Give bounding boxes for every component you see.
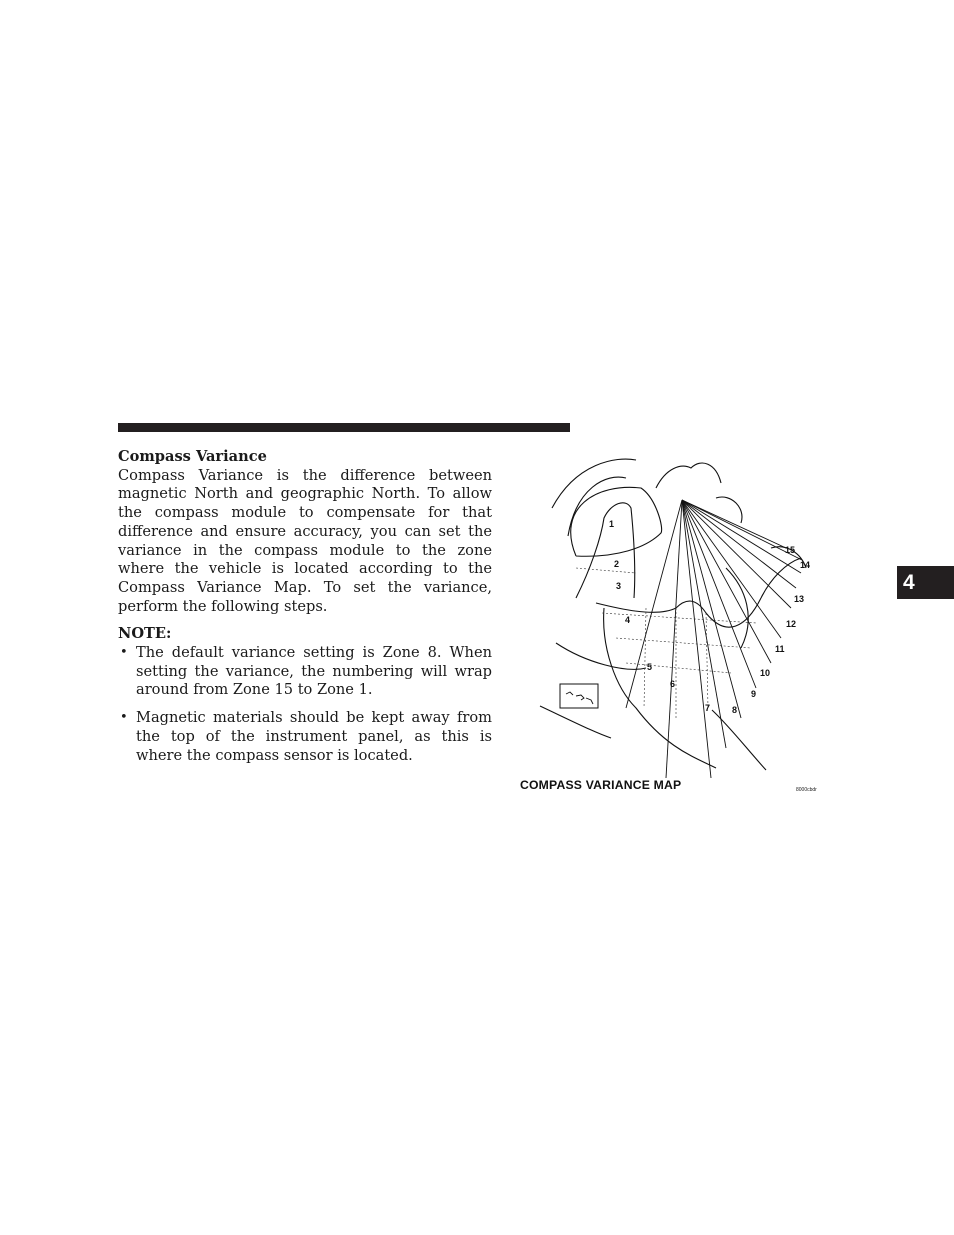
note-bullet-item [118,709,492,765]
section-heading: Compass Variance [118,448,267,465]
zone-label: 5 [647,662,653,672]
zone-label: 14 [800,560,811,570]
zone-label: 9 [751,689,757,699]
note-bullets [118,644,492,765]
note-label: NOTE: [118,625,172,643]
hawaii-inset [560,684,598,708]
figure-code: 8000cbdr [796,787,817,793]
zone-label: 13 [794,594,805,604]
text-column [118,448,492,774]
zone-label: 10 [760,668,771,678]
bullet-dot-icon: • [120,645,128,661]
zone-label: 11 [775,644,785,654]
bullet-dot-icon: • [120,710,128,726]
variance-lines [626,500,805,778]
note-bullet-text: The default variance setting is Zone 8. When setting the variance, the numbering will wrap around from Zone 15 to Zone 1. [136,644,492,699]
note-bullet-text: Magnetic materials should be kept away from the top of the instrument panel, as this is where the compass sensor is located. [136,709,492,764]
zone-label: 8 [732,705,738,715]
zone-label: 2 [614,559,620,569]
compass-variance-map-drawing [516,448,828,778]
zone-label: 4 [625,615,631,625]
body-paragraph: Compass Variance is the difference between magnetic North and geographic North. To allow the compass module to compensate for that difference and ensure accuracy, you can set the variance in the compass module to the zone where the vehicle is located according to the Compass Variance Map. To set the variance, perform the following steps. [118,466,492,615]
figure-caption: COMPASS VARIANCE MAP [520,778,682,792]
section-rule [118,423,570,432]
zone-label: 7 [705,703,711,713]
note-bullet-item [118,644,492,700]
zone-label: 12 [786,619,797,629]
zone-label: 3 [616,581,622,591]
zone-label: 6 [670,679,676,689]
zone-label: 1 [609,519,615,529]
compass-variance-map [516,448,828,800]
chapter-tab: 4 [897,566,954,599]
zone-label: 15 [785,545,796,555]
